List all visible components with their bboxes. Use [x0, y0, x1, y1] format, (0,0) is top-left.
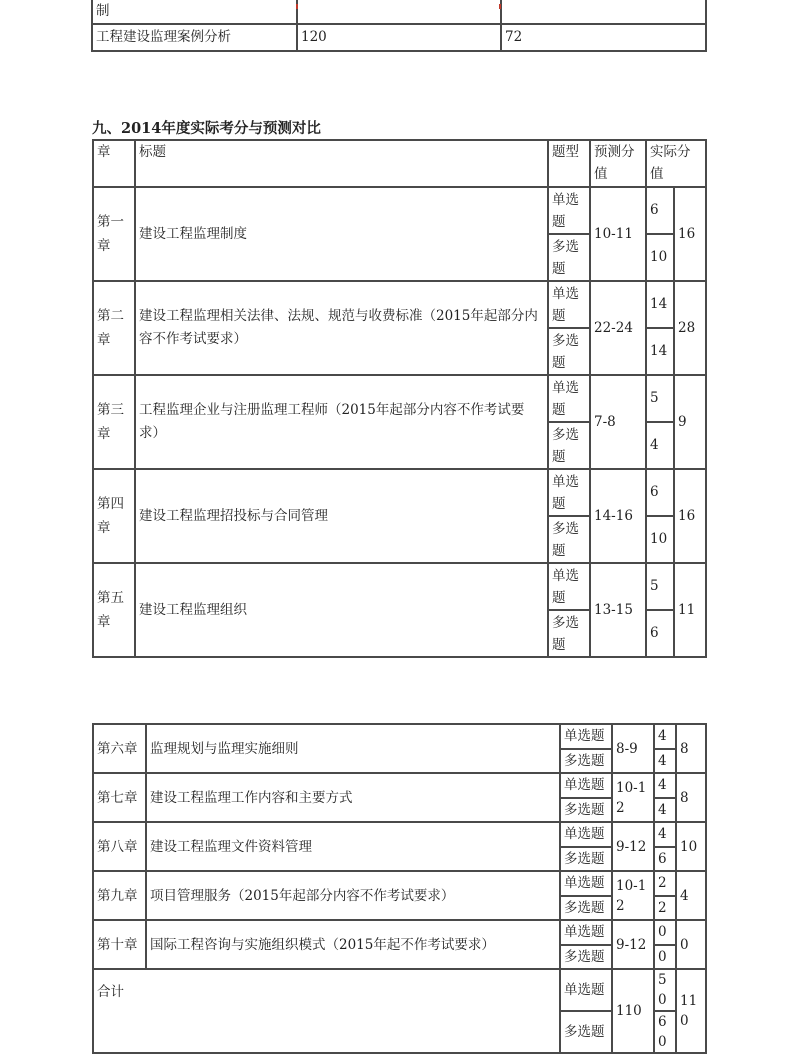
actual-total-cell: 11: [674, 563, 706, 657]
actual-total-cell: 10: [676, 822, 706, 871]
table-row: [93, 281, 706, 328]
chapter-cell: 第二章: [93, 281, 135, 375]
actual-total-cell: 16: [674, 187, 706, 281]
actual-multi-cell: 4: [654, 749, 676, 774]
table-header-row: [93, 140, 706, 187]
predicted-cell: 10-12: [612, 773, 654, 822]
actual-multi-cell: 10: [646, 516, 674, 563]
title-cell: 工程监理企业与注册监理工程师（2015年起部分内容不作考试要求）: [135, 375, 548, 469]
multi-choice-cell: 多选题: [560, 896, 612, 921]
title-cell: 建设工程监理招投标与合同管理: [135, 469, 548, 563]
predicted-cell: 13-15: [590, 563, 646, 657]
table-cell: 工程建设监理案例分析: [92, 24, 297, 51]
previous-table-fragment: [91, 0, 707, 52]
multi-choice-cell: 多选题: [560, 1011, 612, 1053]
predicted-cell: 9-12: [612, 822, 654, 871]
actual-multi-cell: 6: [654, 847, 676, 872]
actual-single-cell: 50: [654, 969, 676, 1011]
multi-choice-cell: 多选题: [560, 798, 612, 823]
chapter-cell: 第五章: [93, 563, 135, 657]
predicted-cell: 14-16: [590, 469, 646, 563]
actual-total-cell: 16: [674, 469, 706, 563]
actual-multi-cell: 0: [654, 945, 676, 970]
section-title: 九、2014年度实际考分与预测对比: [92, 120, 321, 137]
actual-multi-cell: 6: [646, 610, 674, 657]
multi-choice-cell: 多选题: [560, 945, 612, 970]
actual-single-cell: 4: [654, 773, 676, 798]
header-title: 标题: [135, 140, 548, 187]
multi-choice-cell: 多选题: [548, 328, 590, 375]
single-choice-cell: 单选题: [548, 563, 590, 610]
actual-multi-cell: 2: [654, 896, 676, 921]
chapter-cell: 第一章: [93, 187, 135, 281]
multi-choice-cell: 多选题: [548, 516, 590, 563]
title-cell: 建设工程监理工作内容和主要方式: [146, 773, 560, 822]
title-cell: 建设工程监理相关法律、法规、规范与收费标准（2015年起部分内容不作考试要求）: [135, 281, 548, 375]
title-cell: 国际工程咨询与实施组织模式（2015年起不作考试要求）: [146, 920, 560, 969]
predicted-cell: 22-24: [590, 281, 646, 375]
single-choice-cell: 单选题: [548, 469, 590, 516]
predicted-cell: 8-9: [612, 724, 654, 773]
actual-total-cell: 110: [676, 969, 706, 1053]
actual-single-cell: 5: [646, 375, 674, 422]
multi-choice-cell: 多选题: [548, 422, 590, 469]
header-actual: 实际分值: [646, 140, 706, 187]
chapter-cell: 第九章: [93, 871, 146, 920]
table-row: [93, 187, 706, 234]
actual-total-cell: 4: [676, 871, 706, 920]
actual-multi-cell: 60: [654, 1011, 676, 1053]
actual-multi-cell: 10: [646, 234, 674, 281]
single-choice-cell: 单选题: [560, 871, 612, 896]
table-row: [92, 24, 706, 51]
table-cell: [501, 0, 706, 24]
total-label: 合计: [93, 969, 560, 1053]
title-cell: 项目管理服务（2015年起部分内容不作考试要求）: [146, 871, 560, 920]
table-row: [92, 0, 706, 24]
chapter-cell: 第三章: [93, 375, 135, 469]
table-row: [93, 469, 706, 516]
single-choice-cell: 单选题: [560, 969, 612, 1011]
header-type: 题型: [548, 140, 590, 187]
actual-single-cell: 6: [646, 187, 674, 234]
table-row: [93, 773, 706, 798]
red-mark: [499, 4, 501, 9]
table-cell: 72: [501, 24, 706, 51]
actual-single-cell: 2: [654, 871, 676, 896]
comparison-table-2: [92, 723, 707, 1054]
multi-choice-cell: 多选题: [560, 749, 612, 774]
actual-total-cell: 8: [676, 724, 706, 773]
actual-total-cell: 9: [674, 375, 706, 469]
multi-choice-cell: 多选题: [560, 847, 612, 872]
actual-single-cell: 14: [646, 281, 674, 328]
predicted-cell: 7-8: [590, 375, 646, 469]
actual-multi-cell: 14: [646, 328, 674, 375]
actual-single-cell: 4: [654, 724, 676, 749]
chapter-cell: 第八章: [93, 822, 146, 871]
predicted-cell: 9-12: [612, 920, 654, 969]
chapter-cell: 第十章: [93, 920, 146, 969]
actual-single-cell: 4: [654, 822, 676, 847]
table-row: [93, 871, 706, 896]
comparison-table-1: [92, 139, 707, 658]
header-chapter: 章: [93, 140, 135, 187]
actual-total-cell: 0: [676, 920, 706, 969]
actual-multi-cell: 4: [654, 798, 676, 823]
multi-choice-cell: 多选题: [548, 234, 590, 281]
table-cell: [297, 0, 501, 24]
table-row: [93, 724, 706, 749]
actual-total-cell: 28: [674, 281, 706, 375]
title-cell: 建设工程监理组织: [135, 563, 548, 657]
chapter-cell: 第七章: [93, 773, 146, 822]
actual-total-cell: 8: [676, 773, 706, 822]
predicted-cell: 10-12: [612, 871, 654, 920]
single-choice-cell: 单选题: [560, 724, 612, 749]
predicted-cell: 10-11: [590, 187, 646, 281]
title-cell: 建设工程监理制度: [135, 187, 548, 281]
table-row: [93, 563, 706, 610]
title-cell: 建设工程监理文件资料管理: [146, 822, 560, 871]
chapter-cell: 第四章: [93, 469, 135, 563]
table-cell: 120: [297, 24, 501, 51]
actual-single-cell: 0: [654, 920, 676, 945]
table-row: [93, 822, 706, 847]
single-choice-cell: 单选题: [560, 920, 612, 945]
actual-multi-cell: 4: [646, 422, 674, 469]
predicted-total-cell: 110: [612, 969, 654, 1053]
single-choice-cell: 单选题: [548, 281, 590, 328]
table-row: [93, 375, 706, 422]
single-choice-cell: 单选题: [560, 773, 612, 798]
title-cell: 监理规划与监理实施细则: [146, 724, 560, 773]
chapter-cell: 第六章: [93, 724, 146, 773]
table-row: [93, 920, 706, 945]
single-choice-cell: 单选题: [548, 187, 590, 234]
single-choice-cell: 单选题: [548, 375, 590, 422]
single-choice-cell: 单选题: [560, 822, 612, 847]
actual-single-cell: 5: [646, 563, 674, 610]
total-row: [93, 969, 706, 1011]
multi-choice-cell: 多选题: [548, 610, 590, 657]
header-predicted: 预测分值: [590, 140, 646, 187]
actual-single-cell: 6: [646, 469, 674, 516]
red-mark: [296, 4, 298, 9]
table-cell: 制: [92, 0, 297, 24]
